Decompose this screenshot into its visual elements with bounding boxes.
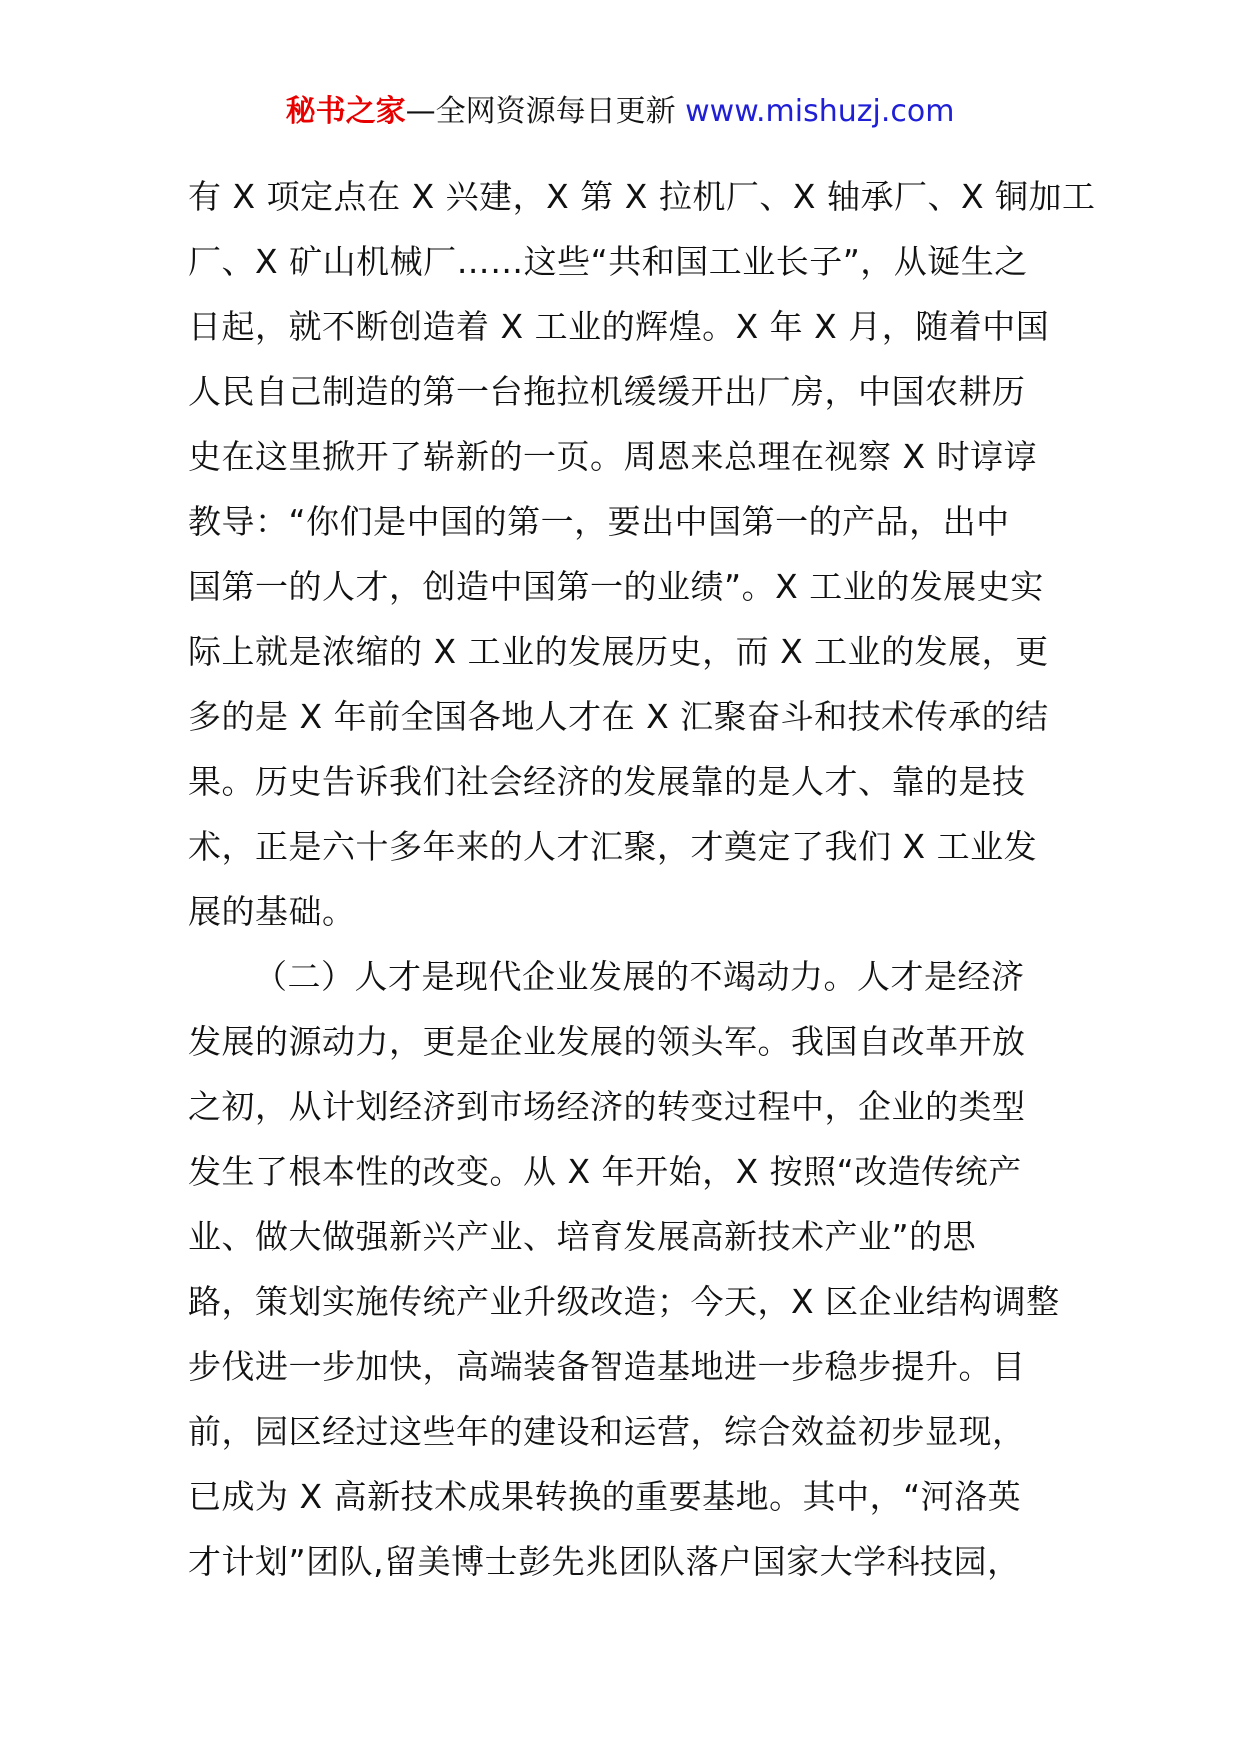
document-body [188,164,1096,1594]
text-line: 展的基础。 [188,892,356,931]
text-line: 多的是 X 年前全国各地人才在 X 汇聚奋斗和技术传承的结 [188,697,1049,736]
site-brand: 秘书之家 [285,94,406,129]
text-line: 有 X 项定点在 X 兴建，X 第 X 拉机厂、X 轴承厂、X 铜加工 [188,177,1096,216]
site-tagline: —全网资源每日更新 [405,94,686,129]
text-line: 业、做大做强新兴产业、培育发展高新技术产业”的思 [188,1217,977,1256]
text-line: 之初，从计划经济到市场经济的转变过程中，企业的类型 [188,1087,1026,1126]
text-line: 国第一的人才，创造中国第一的业绩”。X 工业的发展史实 [188,567,1044,606]
text-line: 发展的源动力，更是企业发展的领头军。我国自改革开放 [188,1022,1026,1061]
text-line: 日起，就不断创造着 X 工业的辉煌。X 年 X 月，随着中国 [188,307,1050,346]
text-line: 步伐进一步加快，高端装备智造基地进一步稳步提升。目 [188,1347,1026,1386]
text-line: 果。历史告诉我们社会经济的发展靠的是人才、靠的是技 [188,762,1026,801]
text-line: 已成为 X 高新技术成果转换的重要基地。其中，“河洛英 [188,1477,1022,1516]
text-line: 际上就是浓缩的 X 工业的发展历史，而 X 工业的发展，更 [188,632,1049,671]
text-line: 路，策划实施传统产业升级改造；今天，X 区企业结构调整 [188,1282,1060,1321]
text-line: 人民自己制造的第一台拖拉机缓缓开出厂房，中国农耕历 [188,372,1026,411]
paragraph-start-line: （二）人才是现代企业发展的不竭动力。人才是经济 [254,957,1025,996]
site-header [0,90,1240,134]
text-line: 才计划”团队,留美博士彭先兆团队落户国家大学科技园， [188,1542,1021,1581]
text-line: 前，园区经过这些年的建设和运营，综合效益初步显现， [188,1412,1026,1451]
text-line: 术，正是六十多年来的人才汇聚，才奠定了我们 X 工业发 [188,827,1038,866]
text-line: 厂、X 矿山机械厂……这些“共和国工业长子”，从诞生之 [188,242,1028,281]
text-line: 史在这里掀开了崭新的一页。周恩来总理在视察 X 时谆谆 [188,437,1038,476]
site-url[interactable]: www.mishuzj.com [685,94,955,129]
text-line: 教导：“你们是中国的第一，要出中国第一的产品，出中 [188,502,1010,541]
text-line: 发生了根本性的改变。从 X 年开始，X 按照“改造传统产 [188,1152,1022,1191]
